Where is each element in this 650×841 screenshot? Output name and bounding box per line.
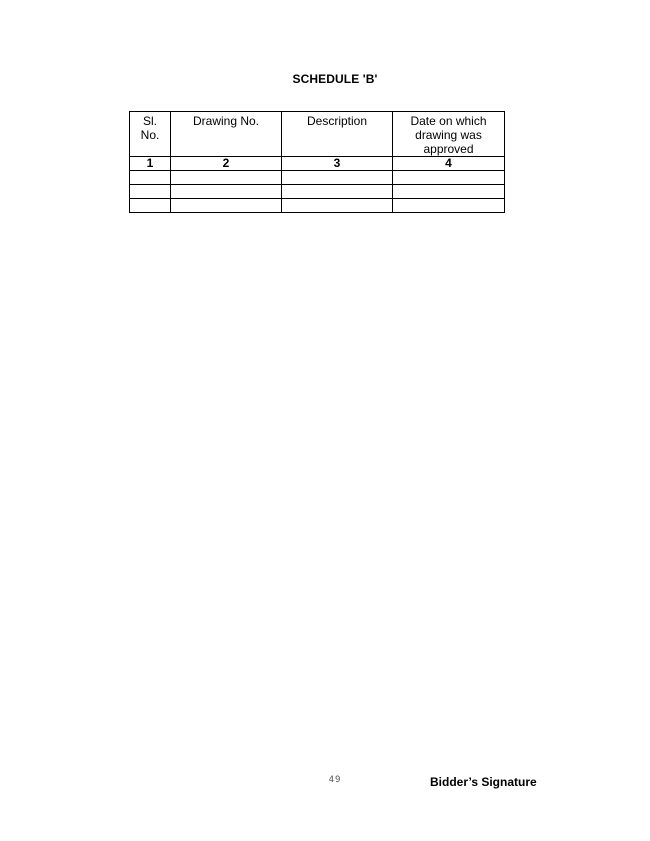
schedule-table — [129, 111, 505, 213]
column-number-row — [130, 157, 505, 171]
table-cell — [130, 185, 171, 199]
table-cell — [282, 185, 393, 199]
table-cell — [282, 199, 393, 213]
header-sl-no — [130, 112, 171, 157]
table-row — [130, 185, 505, 199]
table-cell — [130, 171, 171, 185]
table-cell — [171, 171, 282, 185]
table-cell — [171, 185, 282, 199]
header-date-approved — [393, 112, 505, 157]
header-date-approved-label: Date on which drawing was approved — [410, 114, 487, 156]
header-drawing-no: Drawing No. — [171, 112, 282, 157]
column-number-cell: 3 — [282, 157, 393, 171]
table-row — [130, 171, 505, 185]
column-number-cell: 4 — [393, 157, 505, 171]
table-cell — [282, 171, 393, 185]
table-row — [130, 199, 505, 213]
table-header-row — [130, 112, 505, 157]
schedule-title: SCHEDULE 'B' — [292, 72, 378, 86]
table-cell — [393, 185, 505, 199]
table-cell — [130, 199, 171, 213]
column-number-cell: 2 — [171, 157, 282, 171]
bidder-signature-label: Bidder’s Signature — [430, 775, 537, 789]
table-cell — [393, 171, 505, 185]
table-cell — [393, 199, 505, 213]
header-description: Description — [282, 112, 393, 157]
table-cell — [171, 199, 282, 213]
page-number: 49 — [328, 775, 342, 785]
column-number-cell: 1 — [130, 157, 171, 171]
header-sl-no-label: Sl. No. — [140, 114, 160, 142]
